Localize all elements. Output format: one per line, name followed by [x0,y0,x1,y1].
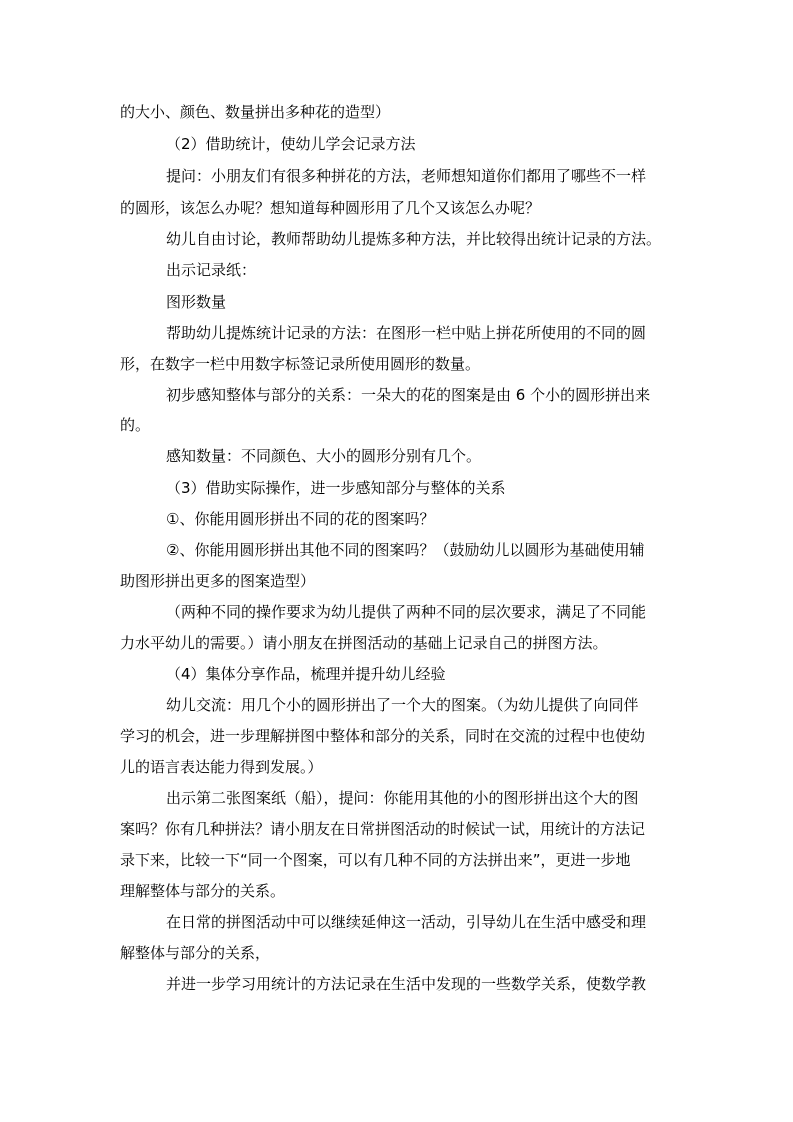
text-line: 的大小、颜色、数量拼出多种花的造型） [120,103,391,121]
text-line: 提问：小朋友们有很多种拼花的方法，老师想知道你们都用了哪些不一样 [166,167,647,185]
text-line: 在日常的拼图活动中可以继续延伸这一活动，引导幼儿在生活中感受和理 [166,913,647,931]
text-line: （两种不同的操作要求为幼儿提供了两种不同的层次要求，满足了不同能 [166,603,647,621]
text-line: 出示第二张图案纸（船），提问：你能用其他的小的图形拼出这个大的图 [166,789,639,807]
text-line: 录下来，比较一下“同一个图案，可以有几种不同的方法拼出来”，更进一步地 [120,851,631,869]
text-line: 帮助幼儿提炼统计记录的方法：在图形一栏中贴上拼花所使用的不同的圆 [166,324,647,342]
text-line: 幼儿交流：用几个小的圆形拼出了一个大的图案。（为幼儿提供了向同伴 [166,696,639,714]
text-line: 的圆形，该怎么办呢？想知道每种圆形用了几个又该怎么办呢？ [120,199,541,217]
text-line: 案吗？你有几种拼法？请小朋友在日常拼图活动的时候试一试，用统计的方法记 [120,820,646,838]
text-line: 解整体与部分的关系， [120,944,271,962]
text-line: 形，在数字一栏中用数字标签记录所使用圆形的数量。 [120,355,481,373]
text-line: 感知数量：不同颜色、大小的圆形分别有几个。 [166,447,482,465]
section-heading-3: （3）借助实际操作，进一步感知部分与整体的关系 [166,479,506,497]
text-line: 学习的机会，进一步理解拼图中整体和部分的关系，同时在交流的过程中也使幼 [120,727,646,745]
text-line: 儿的语言表达能力得到发展。） [120,758,323,776]
text-line: ②、你能用圆形拼出其他不同的图案吗？（鼓励幼儿以圆形为基础使用辅 [166,541,645,559]
text-line: 并进一步学习用统计的方法记录在生活中发现的一些数学关系，使数学教 [166,975,647,993]
text-line: 出示记录纸： [166,261,257,279]
text-line: 理解整体与部分的关系。 [120,882,286,900]
text-line: 力水平幼儿的需要。）请小朋友在拼图活动的基础上记录自己的拼图方法。 [120,634,608,652]
section-heading-2: （2）借助统计，使幼儿学会记录方法 [166,135,416,153]
text-line: 助图形拼出更多的图案造型） [120,572,316,590]
text-line: 幼儿自由讨论，教师帮助幼儿提炼多种方法，并比较得出统计记录的方法。 [166,230,662,248]
section-heading-4: （4）集体分享作品，梳理并提升幼儿经验 [166,665,446,683]
text-line: 的。 [120,416,151,434]
text-line: 图形数量 [166,293,227,311]
text-line: 初步感知整体与部分的关系：一朵大的花的图案是由 6 个小的圆形拼出来 [166,386,651,404]
text-line: ①、你能用圆形拼出不同的花的图案吗？ [166,510,435,528]
